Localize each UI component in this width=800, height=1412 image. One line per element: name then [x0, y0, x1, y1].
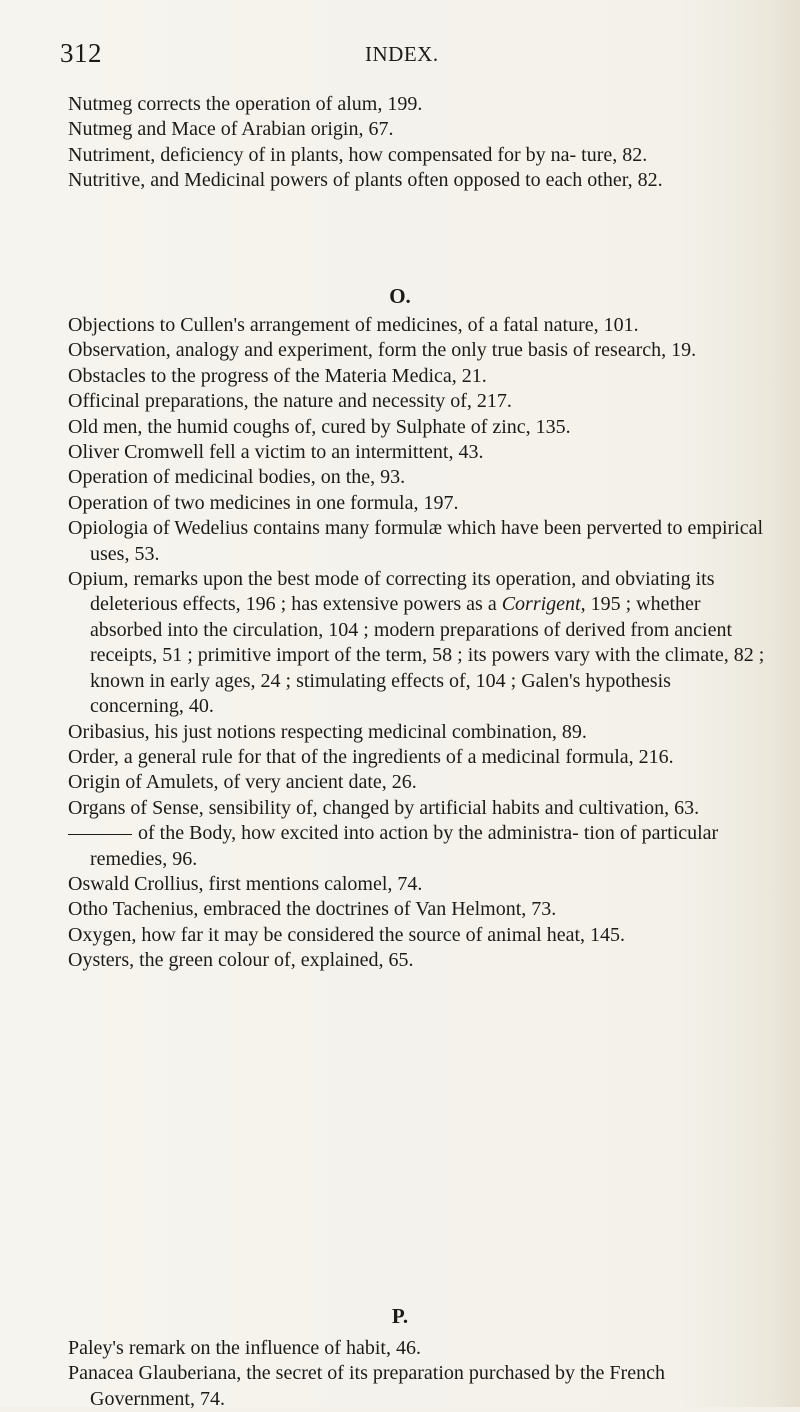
running-head: INDEX.	[365, 42, 439, 66]
opium-italic-term: Corrigent	[501, 593, 581, 616]
index-entry: Oswald Crollius, first mentions calomel, 74.	[68, 872, 423, 895]
opium-text-before: Opium, remarks upon the best mode of correcting its operation, and obviating its deleterious effects, 196 ; has extensive powers as a	[68, 568, 715, 616]
index-entry: Obstacles to the progress of the Materia Medica, 21.	[68, 364, 487, 387]
index-entry: Origin of Amulets, of very ancient date, 26.	[68, 771, 417, 794]
index-entry: Oxygen, how far it may be considered the source of animal heat, 145.	[68, 923, 626, 946]
index-entry: Nutriment, deficiency of in plants, how compensated for by na- ture, 82.	[68, 143, 648, 166]
index-entry: Otho Tachenius, embraced the doctrines of Van Helmont, 73.	[68, 898, 557, 921]
page-number: 312	[60, 38, 102, 68]
index-entry: Opiologia of Wedelius contains many formulæ which have been perverted to empirical uses, 53.	[68, 517, 764, 565]
index-section-p	[68, 1336, 768, 1412]
opium-text-after: , 195 ; whether absorbed into the circulation, 104 ; modern preparations of derived from ancient receipts, 51 ; primitive import of the term, 58 ; its powers vary with the climate, 82 ; known in early ages, 24 ; stimulating effects of, 104 ; Galen's hypothesis concerning, 40.	[90, 593, 765, 718]
index-entry: Nutmeg corrects the operation of alum, 199.	[68, 93, 423, 115]
index-section-o	[68, 313, 768, 974]
index-entry: Nutritive, and Medicinal powers of plants often opposed to each other, 82.	[68, 169, 663, 192]
index-entry: Organs of Sense, sensibility of, changed by artificial habits and cultivation, 63.	[68, 796, 700, 819]
index-entry: Oliver Cromwell fell a victim to an intermittent, 43.	[68, 441, 484, 464]
index-section-n	[68, 92, 768, 194]
index-entry: Observation, analogy and experiment, form the only true basis of research, 19.	[68, 339, 697, 362]
index-entry: Panacea Glauberiana, the secret of its preparation purchased by the French Government, 74.	[68, 1362, 665, 1410]
index-entry-opium	[68, 567, 768, 719]
section-letter-o: O.	[389, 284, 411, 308]
index-entry-subentry	[68, 821, 768, 872]
subentry-text: of the Body, how excited into action by the administra- tion of particular remedies, 96.	[90, 822, 719, 870]
index-entry: Officinal preparations, the nature and necessity of, 217.	[68, 390, 512, 413]
index-entry: Oribasius, his just notions respecting medicinal combination, 89.	[68, 720, 587, 743]
index-entry: Order, a general rule for that of the ingredients of a medicinal formula, 216.	[68, 745, 674, 768]
index-entry: Objections to Cullen's arrangement of medicines, of a fatal nature, 101.	[68, 314, 639, 336]
section-letter-p: P.	[391, 1304, 409, 1328]
index-entry: Oysters, the green colour of, explained, 65.	[68, 949, 414, 972]
index-entry: Nutmeg and Mace of Arabian origin, 67.	[68, 118, 394, 141]
index-entry: Paley's remark on the influence of habit, 46.	[68, 1337, 421, 1359]
ditto-dash	[68, 834, 132, 835]
index-entry: Operation of two medicines in one formula, 197.	[68, 491, 459, 514]
index-entry: Operation of medicinal bodies, on the, 93.	[68, 466, 406, 489]
index-entry: Old men, the humid coughs of, cured by Sulphate of zinc, 135.	[68, 415, 571, 438]
